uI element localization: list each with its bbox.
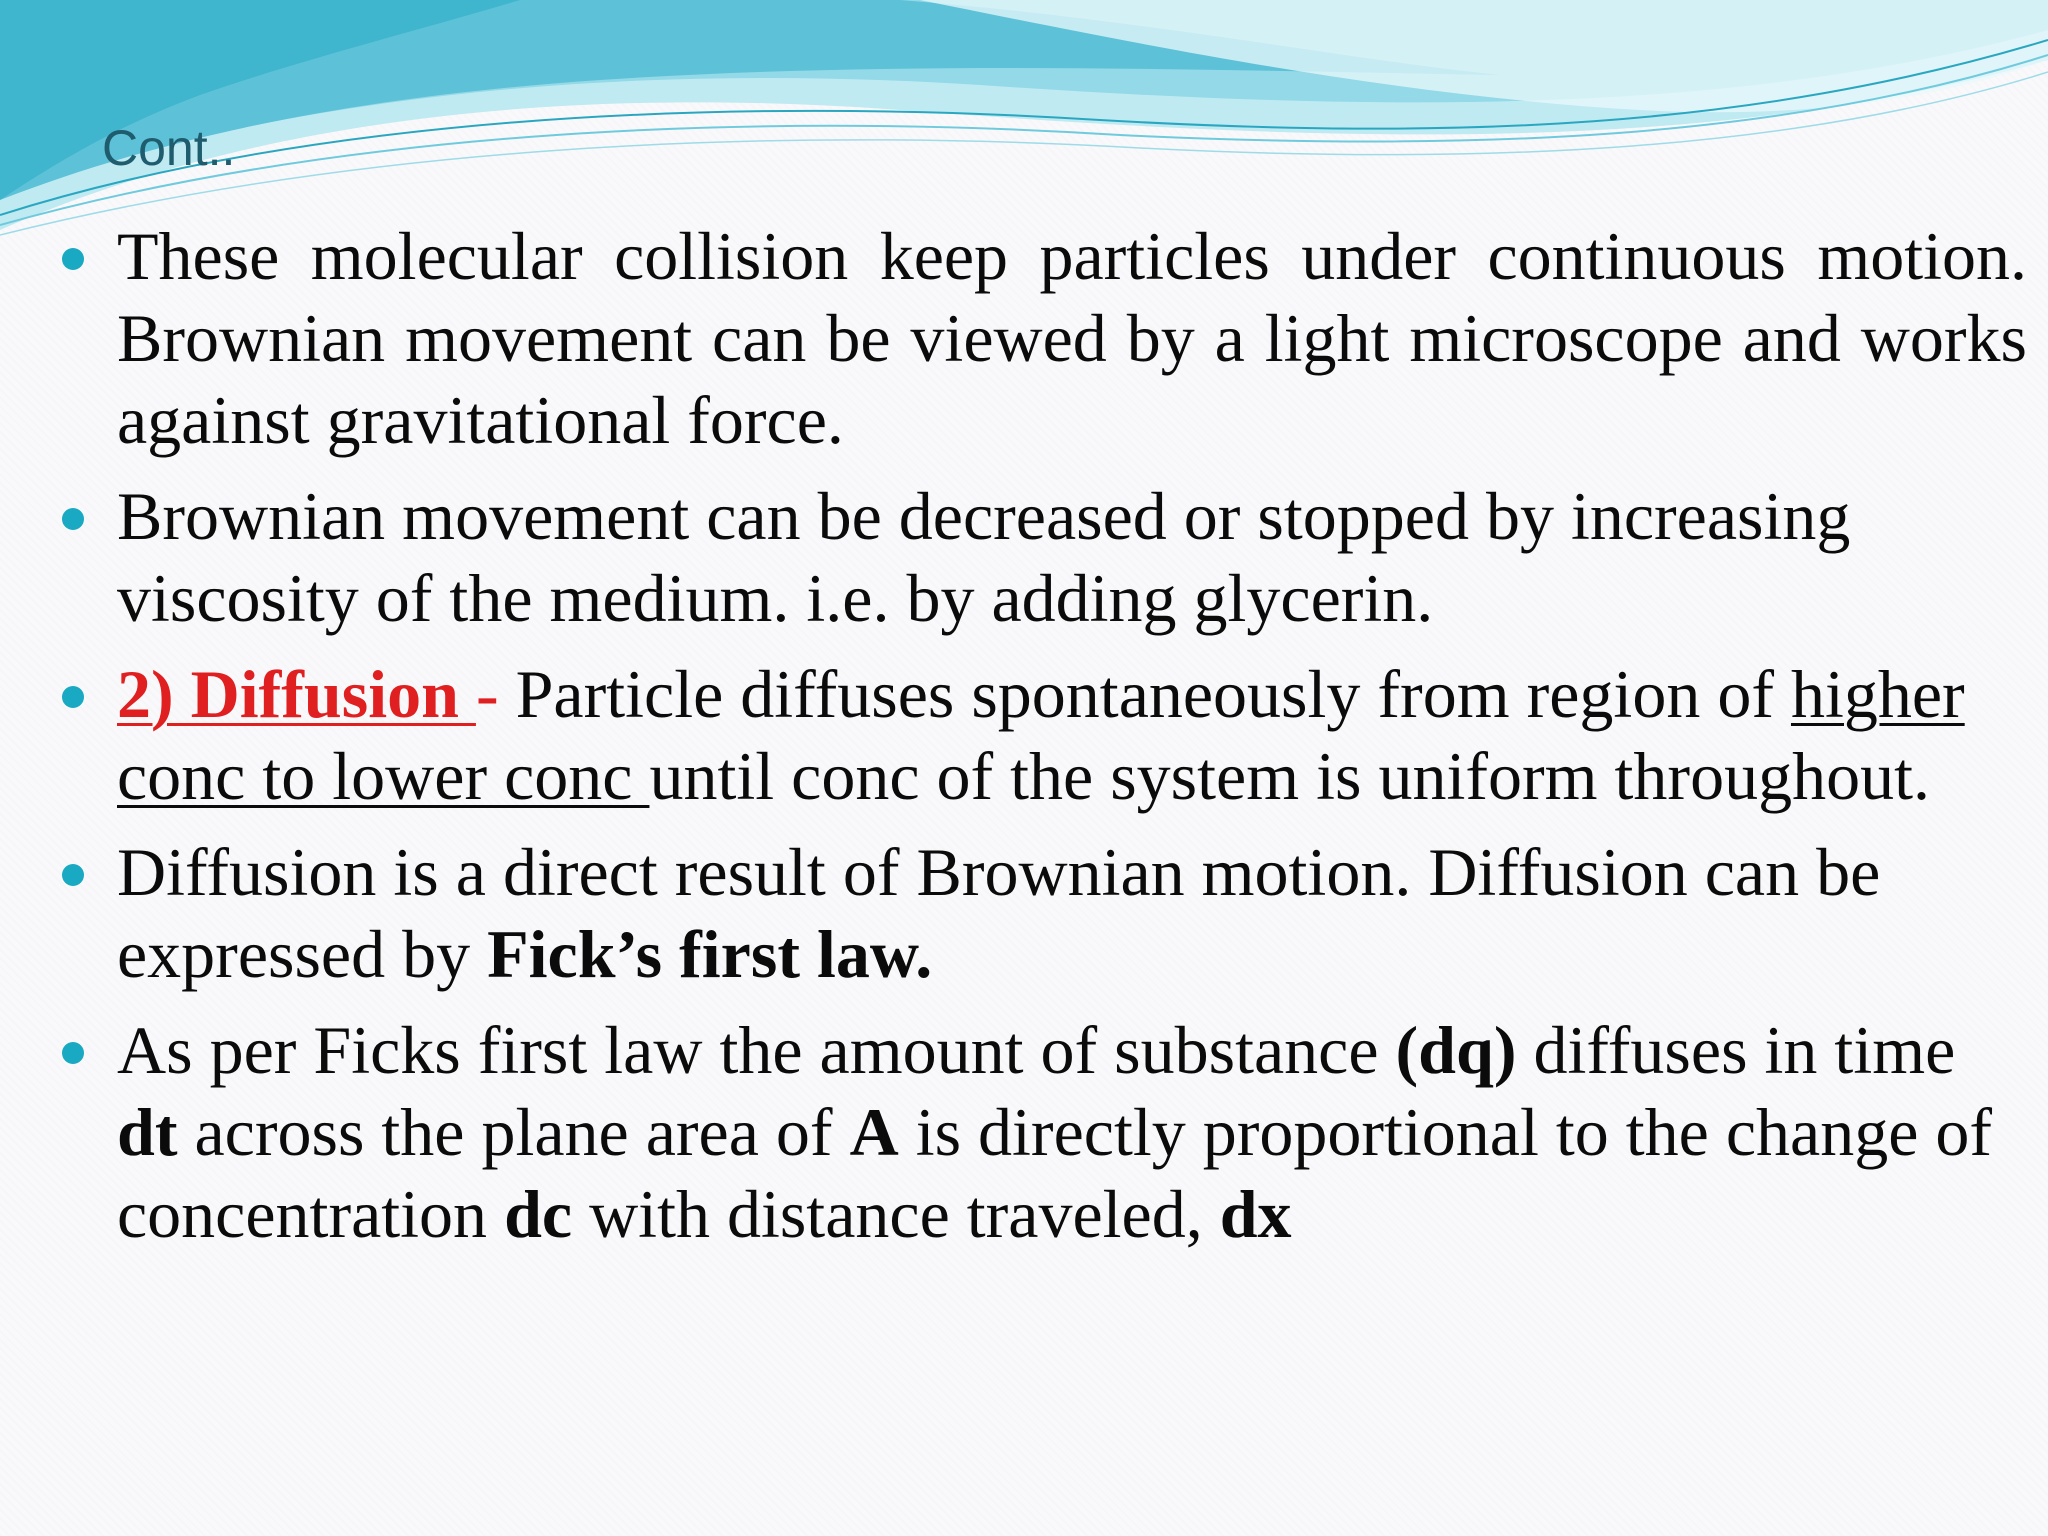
header-wave-decoration — [0, 0, 2048, 240]
def-bold-dq: (dq) — [1395, 1012, 1517, 1088]
def-bold-a: A — [849, 1094, 899, 1170]
diffusion-text-a: Particle diffuses spontaneously from region of — [515, 656, 1791, 732]
diffusion-underlined-phrase: higher conc to lower conc — [117, 656, 1965, 814]
def-bold-dt: dt — [117, 1094, 178, 1170]
def-text-d: is directly proportional to the change of concentration — [117, 1094, 1993, 1252]
bullet-dot-icon — [62, 248, 84, 270]
def-bold-dx: dx — [1219, 1176, 1292, 1252]
bullet-text: These molecular collision keep particles under continuous motion. Brownian movement can be viewed by a light microscope and works against gravitational force. — [117, 218, 2027, 458]
bullet-text — [117, 831, 2027, 995]
def-text-c: across the plane area of — [177, 1094, 850, 1170]
def-text-a: As per Ficks first law the amount of substance — [117, 1012, 1396, 1088]
bullet-dot-icon — [62, 686, 84, 708]
bullet-list — [0, 215, 2048, 1269]
diffusion-text-b: until conc of the system is uniform throughout. — [649, 738, 1930, 814]
bullet-item-diffusion — [0, 653, 2048, 817]
bullet-item-ficks-definition — [0, 1009, 2048, 1255]
bullet-item-brownian-collision — [0, 215, 2048, 461]
def-text-b: diffuses in time — [1516, 1012, 1956, 1088]
ficks-text-a: Diffusion is a direct result of Brownian motion. Diffusion can be expressed by — [117, 834, 1881, 992]
bullet-text: Brownian movement can be decreased or stopped by increasing viscosity of the medium. i.e. by adding glycerin. — [117, 478, 1851, 636]
bullet-dot-icon — [62, 508, 84, 530]
diffusion-heading: 2) Diffusion — [117, 656, 476, 732]
def-bold-dc: dc — [504, 1176, 573, 1252]
def-text-e: with distance traveled, — [572, 1176, 1220, 1252]
bullet-text — [117, 653, 2027, 817]
bullet-dot-icon — [62, 864, 84, 886]
ficks-law-bold: Fick’s first law. — [487, 916, 933, 992]
bullet-item-ficks-law — [0, 831, 2048, 995]
bullet-text — [117, 1009, 2027, 1255]
bullet-dot-icon — [62, 1042, 84, 1064]
slide-title: Cont.. — [102, 120, 236, 176]
bullet-item-brownian-viscosity — [0, 475, 2048, 639]
diffusion-dash: - — [475, 656, 516, 732]
